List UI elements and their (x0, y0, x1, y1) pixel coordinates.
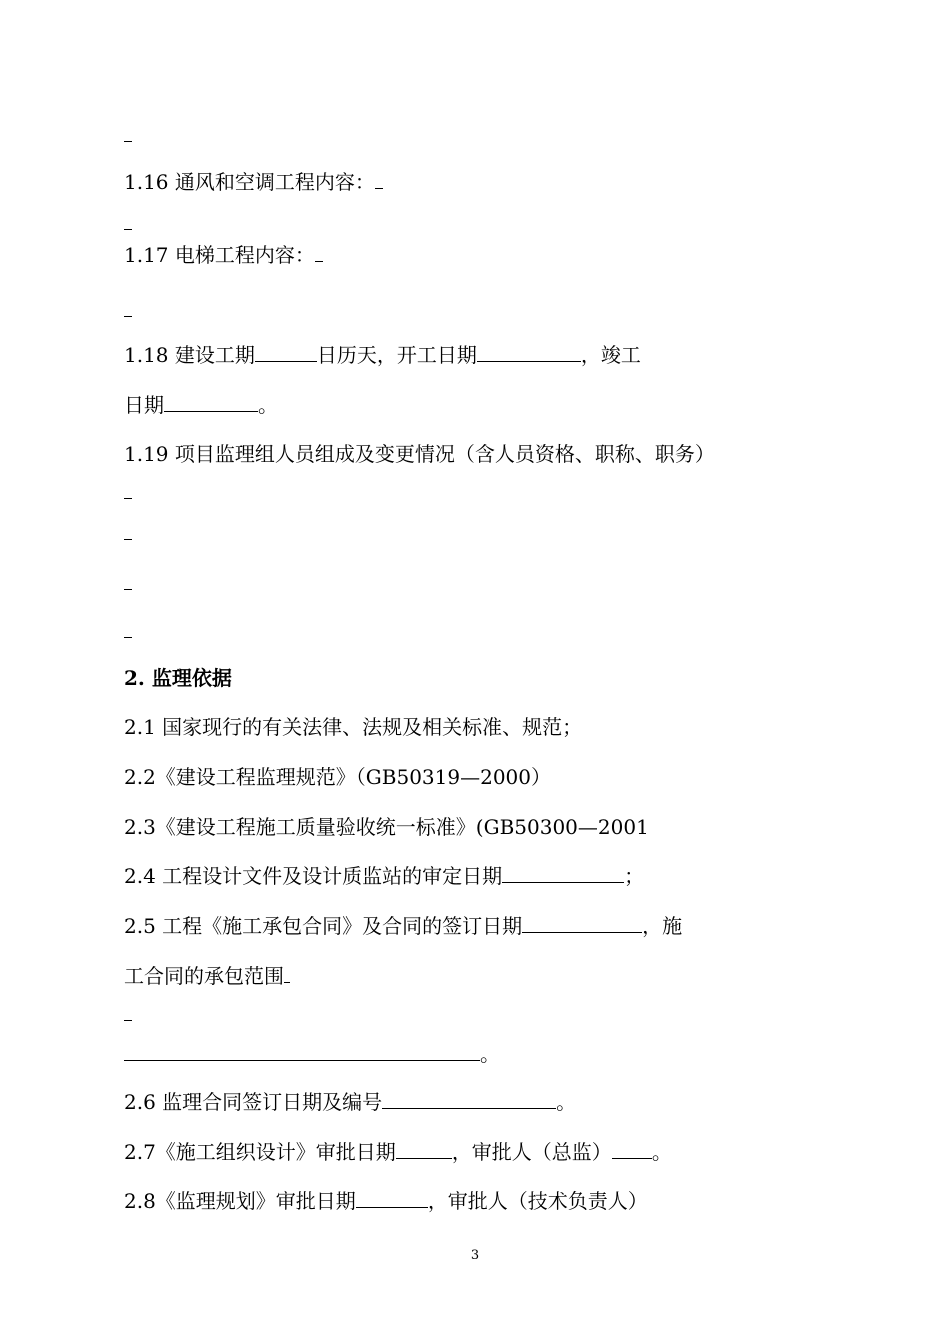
clause-2-2-text: 2.2《建设工程监理规范》（GB50319—2000） (124, 765, 552, 789)
clause-2-5-cont-text: 工合同的承包范围 (124, 964, 284, 988)
fill-blank (315, 241, 323, 262)
dash-mark (124, 316, 132, 317)
item-1-17 (124, 241, 323, 269)
fill-blank (477, 341, 581, 362)
dash-mark (124, 141, 132, 142)
clause-2-2 (124, 763, 551, 791)
clause-2-5-end: ，施 (642, 914, 683, 938)
item-1-16 (124, 168, 383, 196)
clause-2-7-label: 2.7《施工组织设计》审批日期 (124, 1140, 396, 1164)
item-1-18 (124, 341, 641, 369)
fill-blank (375, 168, 383, 189)
item-1-17-text: 1.17 电梯工程内容： (124, 243, 315, 267)
fill-blank (356, 1187, 428, 1208)
fill-blank (522, 912, 642, 933)
clause-2-7-mid: ，审批人（总监） (451, 1140, 612, 1164)
clause-2-7-end: 。 (651, 1140, 672, 1164)
fill-blank (396, 1138, 452, 1159)
item-1-18-label: 1.18 建设工期 (124, 343, 255, 367)
clause-2-6-label: 2.6 监理合同签订日期及编号 (124, 1090, 383, 1114)
clause-2-1 (124, 713, 582, 741)
dash-mark (124, 229, 132, 230)
clause-2-5-cont (124, 962, 290, 990)
clause-2-8 (124, 1187, 648, 1215)
clause-2-4-label: 2.4 工程设计文件及设计质监站的审定日期 (124, 864, 503, 888)
section-title: 2. 监理依据 (124, 666, 232, 690)
clause-2-3 (124, 813, 649, 841)
page-number: 3 (470, 1248, 480, 1263)
dash-mark (124, 539, 132, 540)
item-1-18-cont-end: 。 (258, 393, 278, 417)
clause-2-5-blank-end: 。 (480, 1042, 500, 1066)
dash-mark (124, 589, 132, 590)
clause-2-8-label: 2.8《监理规划》审批日期 (124, 1189, 356, 1213)
item-1-19 (124, 440, 715, 468)
dash-mark (124, 637, 132, 638)
clause-2-1-text: 2.1 国家现行的有关法律、法规及相关标准、规范； (124, 715, 583, 739)
clause-2-7 (124, 1138, 672, 1166)
fill-blank (502, 862, 624, 883)
section-heading (124, 664, 232, 692)
clause-2-5 (124, 912, 682, 940)
dash-mark (124, 1020, 132, 1021)
fill-blank (255, 341, 317, 362)
clause-2-4 (124, 862, 644, 890)
fill-blank (164, 391, 258, 412)
clause-2-8-end: ，审批人（技术负责人） (427, 1189, 648, 1213)
fill-blank (382, 1088, 556, 1109)
clause-2-5-blank-line (124, 1040, 500, 1068)
item-1-18-cont (124, 391, 278, 419)
item-1-18-end: ，竣工 (580, 343, 641, 367)
fill-blank (612, 1138, 652, 1159)
item-1-16-text: 1.16 通风和空调工程内容： (124, 170, 375, 194)
clause-2-6 (124, 1088, 576, 1116)
clause-2-4-end: ； (624, 864, 645, 888)
clause-2-3-text: 2.3《建设工程施工质量验收统一标准》(GB50300—2001 (124, 815, 649, 839)
item-1-18-mid: 日历天，开工日期 (316, 343, 477, 367)
fill-blank (284, 962, 290, 983)
clause-2-5-label: 2.5 工程《施工承包合同》及合同的签订日期 (124, 914, 523, 938)
item-1-19-text: 1.19 项目监理组人员组成及变更情况（含人员资格、职称、职务） (124, 442, 715, 466)
dash-mark (124, 498, 132, 499)
fill-blank (124, 1040, 480, 1061)
item-1-18-cont-label: 日期 (124, 393, 164, 417)
clause-2-6-end: 。 (556, 1090, 577, 1114)
